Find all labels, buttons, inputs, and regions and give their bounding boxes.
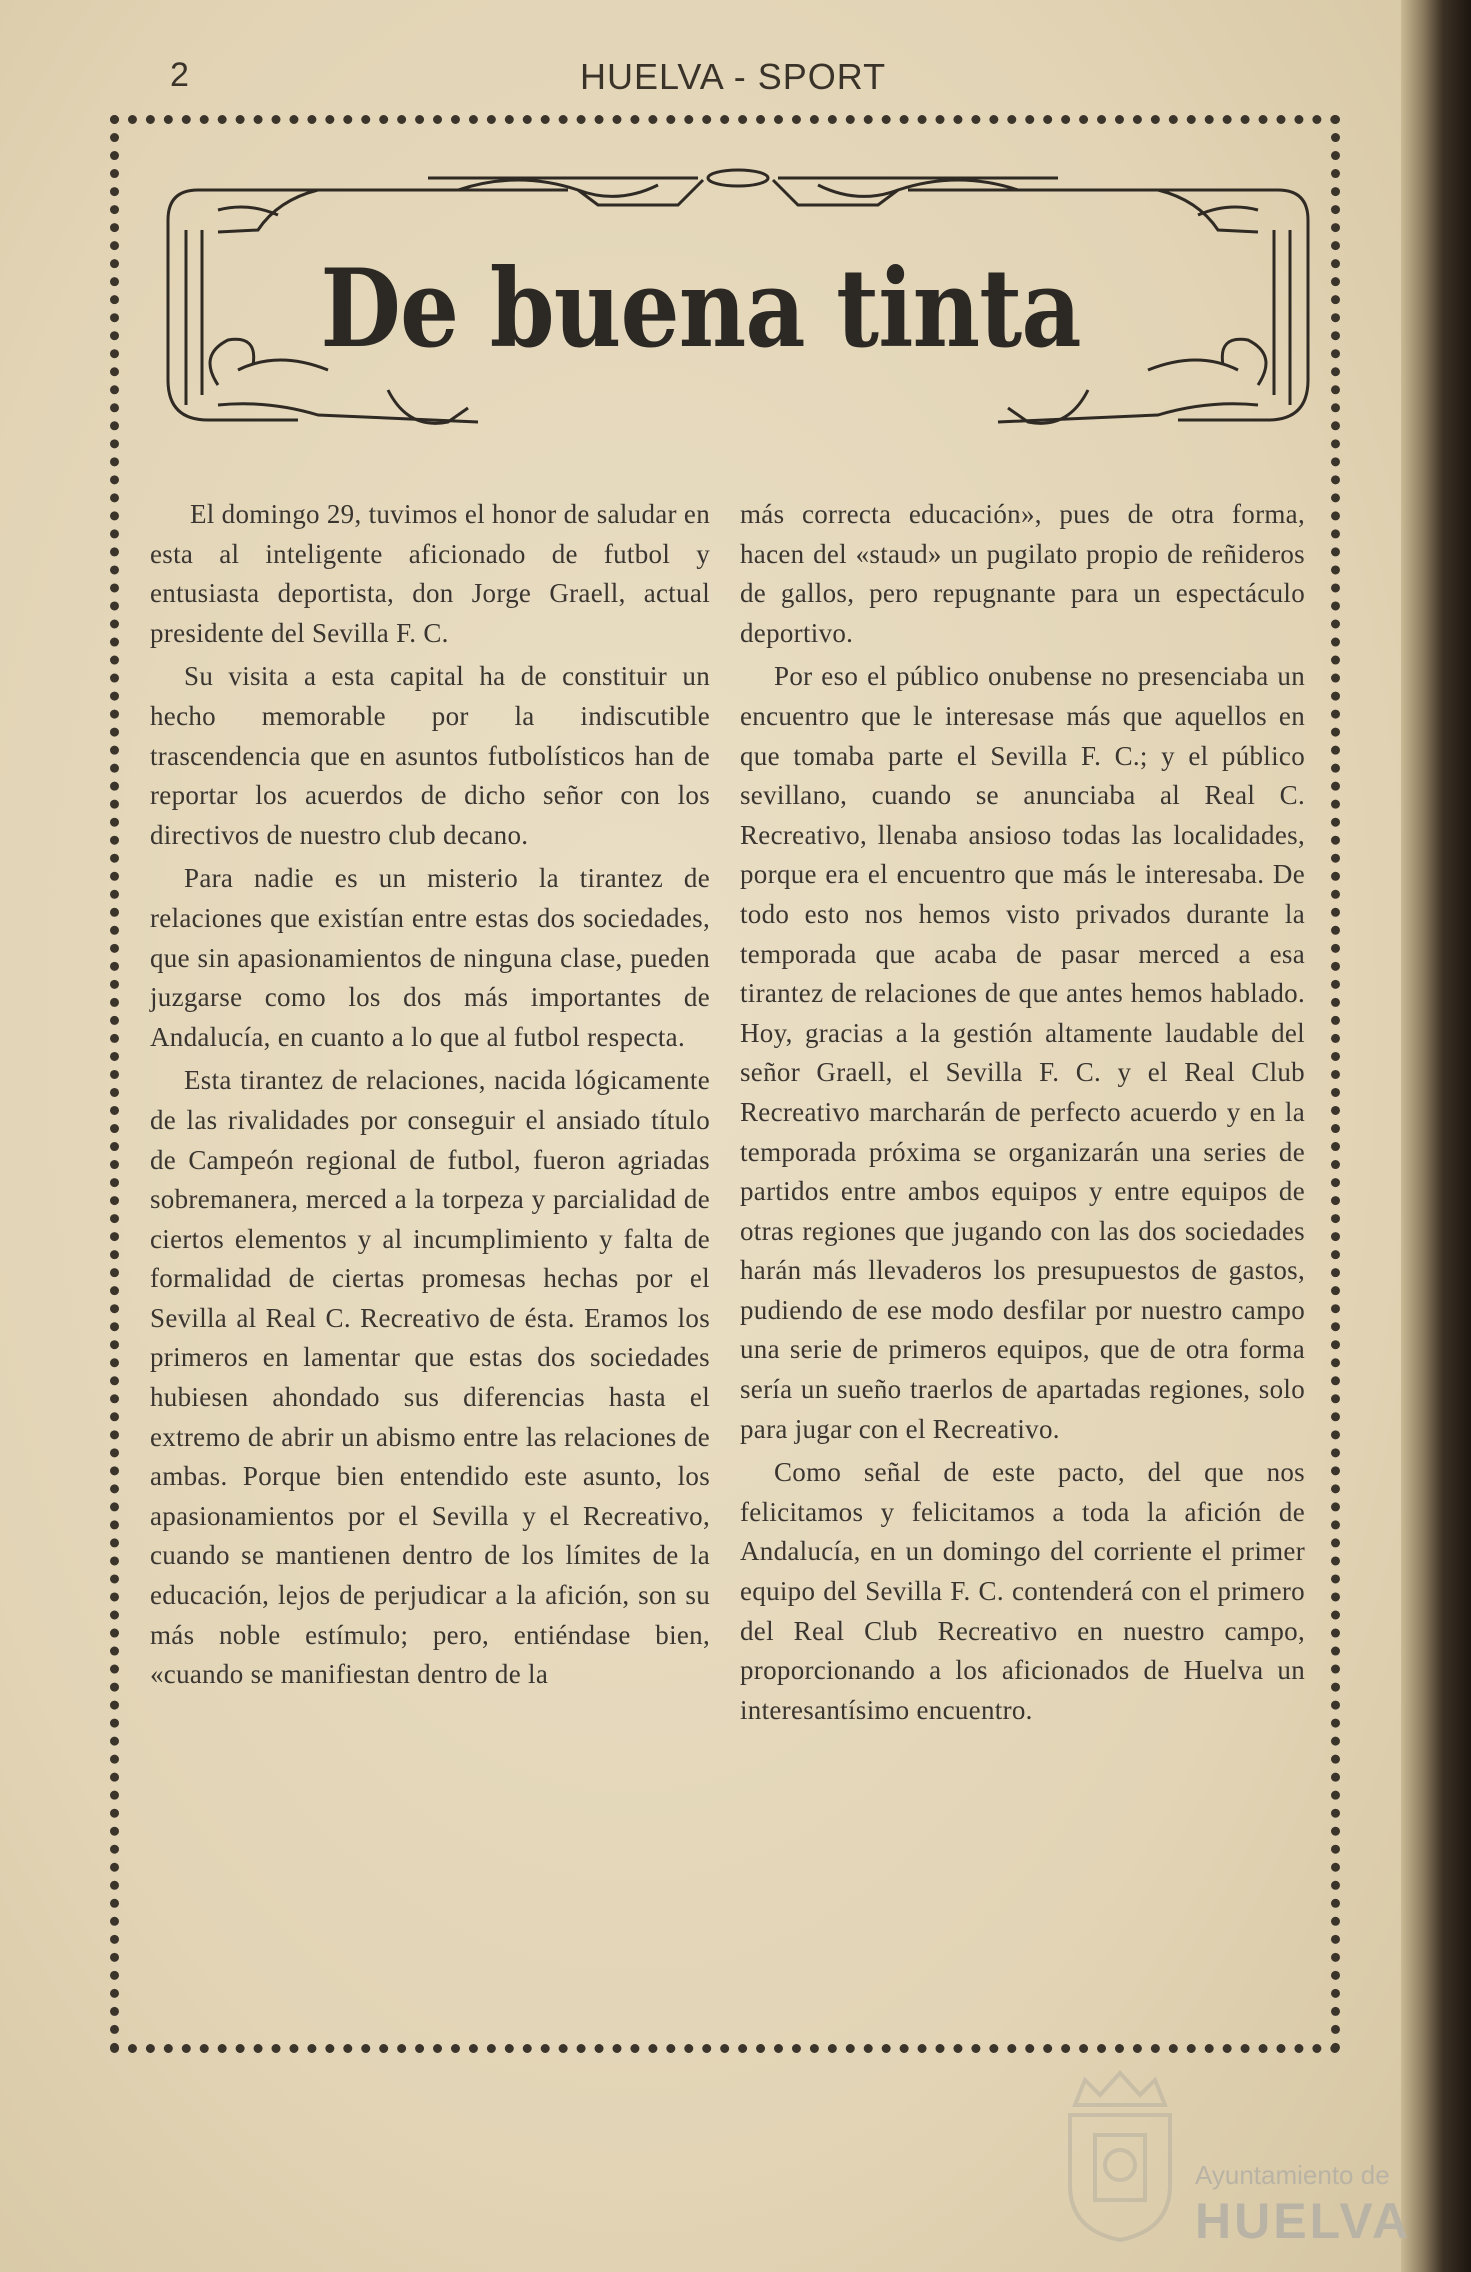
watermark-text: Ayuntamiento de: [1195, 2160, 1390, 2190]
article-left-column: [150, 495, 710, 1699]
city-coat-of-arms-icon: [1055, 2065, 1185, 2245]
paragraph: Para nadie es un misterio la tirantez de relaciones que existían entre estas dos sociedades, que sin apasionamientos de ninguna clase, pueden juzgarse como los dos más importantes de Andalucía, en cuanto a lo que al futbol respecta.: [150, 863, 710, 1052]
journal-title: HUELVA - SPORT: [580, 56, 887, 97]
paragraph: El domingo 29, tuvimos el honor de saludar en esta al inteligente aficionado de futbol y entusiasta deportista, don Jorge Graell, actual presidente del Sevilla F. C.: [150, 499, 710, 648]
watermark-city: HUELVA: [1195, 2193, 1412, 2249]
article-headline: De buena tinta: [320, 246, 1081, 372]
paragraph: Como señal de este pacto, del que nos felicitamos y felicitamos a toda la afición de Andalucía, en un domingo del corriente el primer equipo del Sevilla F. C. contenderá con el primero del Real Club Recreativo en nuestro campo, proporcionando a los aficionados de Huelva un interesantísimo encuentro.: [740, 1457, 1305, 1725]
paragraph: Esta tirantez de relaciones, nacida lógicamente de las rivalidades por conseguir el ansiado título de Campeón regional de futbol, fueron agriadas sobremanera, merced a la torpeza y parcialidad de ciertos elementos y al incumplimiento y falta de formalidad de ciertas promesas hechas por el Sevilla al Real C. Recreativo de ésta. Eramos los primeros en lamentar que estas dos sociedades hubiesen ahondado sus diferencias hasta el extremo de abrir un abismo entre las relaciones de ambas. Porque bien entendido este asunto, los apasionamientos por el Sevilla y el Recreativo, cuando se mantienen dentro de los límites de la educación, lejos de perjudicar a la afición, son su más noble estímulo; pero, entiéndase bien, «cuando se manifiestan dentro de la: [150, 1065, 710, 1690]
book-binding: [1401, 0, 1471, 2272]
page-number: 2: [170, 56, 189, 94]
running-head: [0, 52, 1401, 102]
paragraph: más correcta educación», pues de otra forma, hacen del «staud» un pugilato propio de reñideros de gallos, pero repugnante para un espectáculo deportivo.: [740, 499, 1305, 648]
paragraph: Por eso el público onubense no presenciaba un encuentro que le interesase más que aquellos en que tomaba parte el Sevilla F. C.; y el público sevillano, cuando se anunciaba al Real C. Recreativo, llenaba ansioso todas las localidades, porque era el encuentro que más le interesaba. De todo esto nos hemos visto privados durante la temporada que acaba de pasar merced a esa tirantez de relaciones de que antes hemos hablado. Hoy, gracias a la gestión altamente laudable del señor Graell, el Sevilla F. C. y el Real Club Recreativo marcharán de perfecto acuerdo y en la temporada próxima se organizarán una series de partidos entre ambos equipos y entre equipos de otras regiones que jugando con las dos sociedades harán más llevaderos los presupuestos de gastos, pudiendo de ese modo desfilar por nuestro campo una serie de primeros equipos, que de otra forma sería un sueño traerlos de apartadas regiones, solo para jugar con el Recreativo.: [740, 661, 1305, 1444]
paragraph: Su visita a esta capital ha de constituir un hecho memorable por la indiscutible trascendencia que en asuntos futbolísticos han de reportar los acuerdos de dicho señor con los directivos de nuestro club decano.: [150, 661, 710, 850]
article-right-column: [740, 495, 1305, 1734]
